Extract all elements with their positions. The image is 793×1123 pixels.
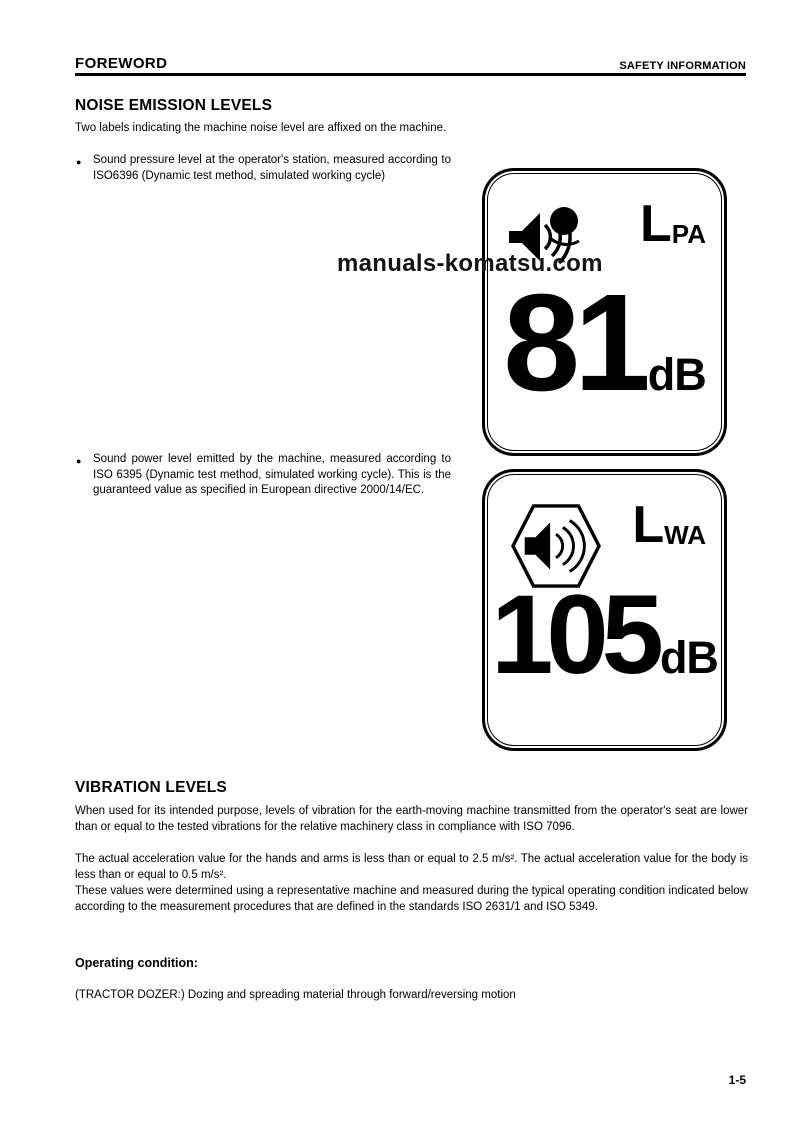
vibration-section-title: VIBRATION LEVELS — [75, 779, 227, 796]
noise-section-title: NOISE EMISSION LEVELS — [75, 97, 273, 114]
page-header-left: FOREWORD — [75, 55, 168, 72]
bullet-marker: ● — [76, 455, 82, 466]
page-number: 1-5 — [728, 1073, 746, 1087]
noise-intro-text: Two labels indicating the machine noise level are affixed on the machine. — [75, 122, 447, 134]
noise-power-unit: dB — [659, 632, 718, 683]
symbol-main: L — [632, 496, 665, 554]
noise-plate-pressure-value-row — [485, 266, 724, 420]
noise-bullet-power — [75, 452, 451, 499]
noise-plate-power-top — [485, 472, 724, 580]
vibration-paragraph-3: These values were determined using a representative machine and measured during the typical operating condition indicated below according to the measurement procedures that are defined in the standards ISO 2631/1 and ISO 5349. — [75, 885, 748, 913]
operating-condition-text: (TRACTOR DOZER:) Dozing and spreading material through forward/reversing motion — [75, 989, 516, 1001]
noise-bullet-pressure-text: Sound pressure level at the operator's station, measured according to ISO6396 (Dynamic test method, simulated working cycle) — [93, 154, 451, 182]
page-header-right: SAFETY INFORMATION — [619, 60, 746, 72]
vibration-paragraph-1: When used for its intended purpose, levels of vibration for the earth-moving machine transmitted from the operator's seat are lower than or equal to the tested vibrations for the relative machinery class in compliance with ISO 7096. — [75, 805, 748, 833]
noise-plate-power-symbol — [632, 496, 706, 554]
noise-plate-pressure-symbol — [640, 195, 706, 253]
vibration-paragraph-2: The actual acceleration value for the hands and arms is less than or equal to 2.5 m/s². The actual acceleration value for the body is less than or equal to 0.5 m/s². — [75, 853, 748, 881]
noise-bullet-power-text: Sound power level emitted by the machine, measured according to ISO 6395 (Dynamic test method, simulated working cycle). This is the guaranteed value as specified in European directive 2000/14/EC. — [93, 453, 451, 496]
noise-plate-pressure — [482, 168, 727, 456]
noise-pressure-value: 81 — [503, 266, 645, 420]
noise-plate-power — [482, 469, 727, 751]
symbol-subscript: PA — [671, 219, 706, 249]
noise-pressure-unit: dB — [647, 349, 706, 400]
symbol-main: L — [640, 195, 672, 253]
noise-power-value: 105 — [491, 572, 657, 697]
watermark-text: manuals-komatsu.com — [337, 250, 603, 277]
noise-bullet-pressure — [75, 153, 451, 184]
symbol-subscript: WA — [664, 520, 706, 550]
bullet-marker: ● — [76, 156, 82, 167]
operating-condition-title: Operating condition: — [75, 956, 198, 970]
header-divider — [75, 73, 746, 76]
noise-plate-power-value-row — [485, 572, 724, 697]
